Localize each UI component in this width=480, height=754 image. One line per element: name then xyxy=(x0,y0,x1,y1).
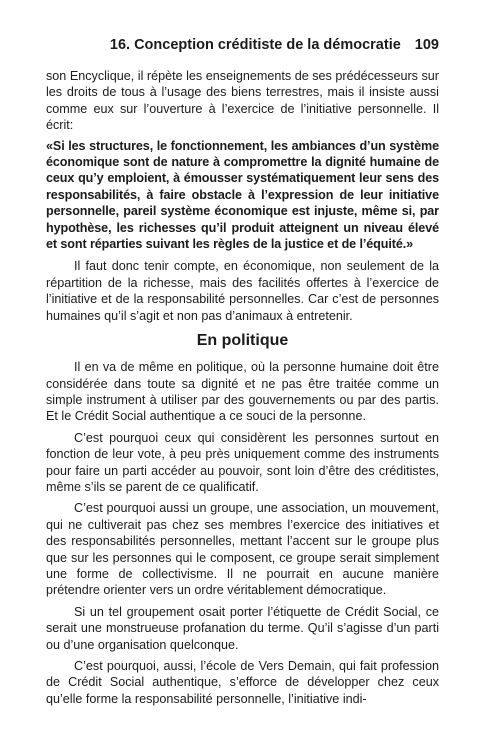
section-heading: En politique xyxy=(196,332,289,350)
encyclical-quote: «Si les structures, le fonctionnement, les ambiances d’un système économique sont de nature à compromettre la dignité humaine de ceux qu’y emploient, à émousser systématiquement leur sens des responsabilités, à faire obstacle à l’expression de leur initiative personnelle, pareil système économique est injuste, même si, par hypothèse, les richesses qu’il produit atteignent un niveau élevé et sont réparties suivant les règles de la justice et de l’équité.» xyxy=(46,138,439,252)
paragraph-continued: son Encyclique, il répète les enseignements de ses prédécesseurs sur les droits de tous à l’usage des biens terrestres, mais il insiste aussi comme eux sur l’ouverture à l’exercice de l’initiative personnelle. Il écrit: xyxy=(46,69,439,133)
paragraph: Il faut donc tenir compte, en économique, non seulement de la répartition de la richesse, mais des facilités offertes à l’exercice de l’initiative et de la responsabilité personnelles. Car c’est de personnes humaines qu’il s’agit et non pas d’animaux à entretenir. xyxy=(46,259,439,323)
paragraph: Il en va de même en politique, où la personne humaine doit être considérée dans toute sa dignité et ne pas être traitée comme un simple instrument à utiliser par des gouvernements ou par des partis. Et le Crédit Social authentique a ce souci de la personne. xyxy=(46,360,439,424)
paragraph: Si un tel groupement osait porter l’étiquette de Crédit Social, ce serait une monstrueuse profanation du terme. Qu’il s’agisse d’un parti ou d’une organisation quelconque. xyxy=(46,604,439,652)
paragraph: C’est pourquoi aussi un groupe, une association, un mouvement, qui ne cultiverait pas chez ses membres l’exercice des initiatives et des responsabilités personnelles, mettant l’accent sur le groupe plus que sur les personnes qui le composent, ce groupe serait simplement une forme de collectivisme. Il ne pourrait en aucune manière prétendre orienter vers un ordre véritablement démocratique. xyxy=(46,501,439,598)
book-page xyxy=(46,36,439,707)
chapter-title: 16. Conception créditiste de la démocratie xyxy=(109,37,401,53)
paragraph: C’est pourquoi ceux qui considèrent les personnes surtout en fonction de leur vote, à peu près uniquement comme des instruments pour faire un parti accéder au pouvoir, sont loin d’être des créditistes, même s’ils se parent de ce qualificatif. xyxy=(46,430,439,494)
paragraph: C’est pourquoi, aussi, l’école de Vers Demain, qui fait profession de Crédit Social authentique, s’efforce de développer chez ceux qu’elle forme la responsabilité personnelle, l’initiative indi- xyxy=(46,659,439,706)
running-header xyxy=(46,36,439,54)
page-body xyxy=(46,68,439,707)
page-number: 109 xyxy=(414,37,439,53)
